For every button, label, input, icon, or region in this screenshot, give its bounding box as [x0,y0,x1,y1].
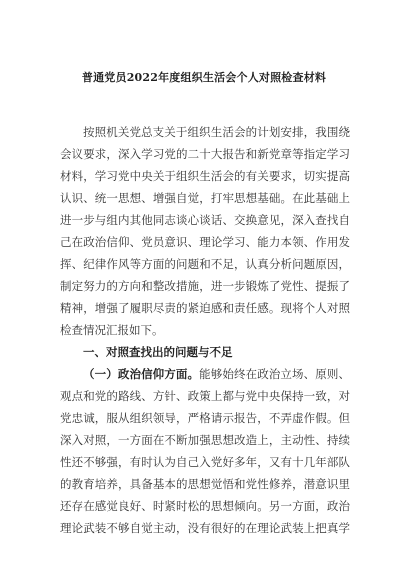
paragraph-line: 认识、统一思想、增强自觉，打牢思想基础。在此基础上 [60,191,350,205]
document-title: 普通党员2022年度组织生活会个人对照检查材料 [81,71,327,84]
subsection-first-line-text: 能够始终在政治立场、原则、 [199,367,350,381]
paragraph-line: 性还不够强，有时认为自己入党好多年，又有十几年部队 [60,455,350,469]
paragraph-line: 己在政治信仰、党员意识、理论学习、能力本领、作用发 [60,235,350,249]
paragraph-line: 挥、纪律作风等方面的问题和不足，认真分析问题原因， [60,257,350,271]
paragraph-line: 材料，学习党中央关于组织生活会的有关要求，切实提高 [60,169,350,183]
paragraph-line: 检查情况汇报如下。 [60,323,164,337]
subsection-heading: （一）政治信仰方面。 [83,367,200,381]
paragraph-line: 制定努力的方向和整改措施，进一步锻炼了党性、提振了 [60,279,350,293]
paragraph-line: 观点和党的路线、方针、政策上都与党中央保持一致，对 [60,389,350,403]
subsection-first-line [60,363,350,385]
paragraph-line: 按照机关党总支关于组织生活会的计划安排，我围绕 [83,125,350,139]
paragraph-line: 还存在感觉良好、时紧时松的思想倾向。另一方面，政治 [60,499,350,513]
paragraph-line: 深入对照，一方面在不断加强思想改造上，主动性、持续 [60,433,350,447]
paragraph-line: 精神，增强了履职尽责的紧迫感和责任感。现将个人对照 [60,301,350,315]
paragraph-line: 理论武装不够自觉主动，没有很好的在理论武装上把真学 [60,521,350,535]
paragraph-line: 党忠诚，服从组织领导，严格请示报告，不弄虚作假。但 [60,411,350,425]
paragraph-line: 的教育培养，具备基本的思想觉悟和党性修养，潜意识里 [60,477,350,491]
document-body [60,121,350,539]
paragraph-line: 进一步与组内其他同志谈心谈话、交换意见，深入查找自 [60,213,350,227]
paragraph-line: 会议要求，深入学习党的二十大报告和新党章等指定学习 [60,147,350,161]
section-heading: 一、对照查找出的问题与不足 [83,345,233,359]
